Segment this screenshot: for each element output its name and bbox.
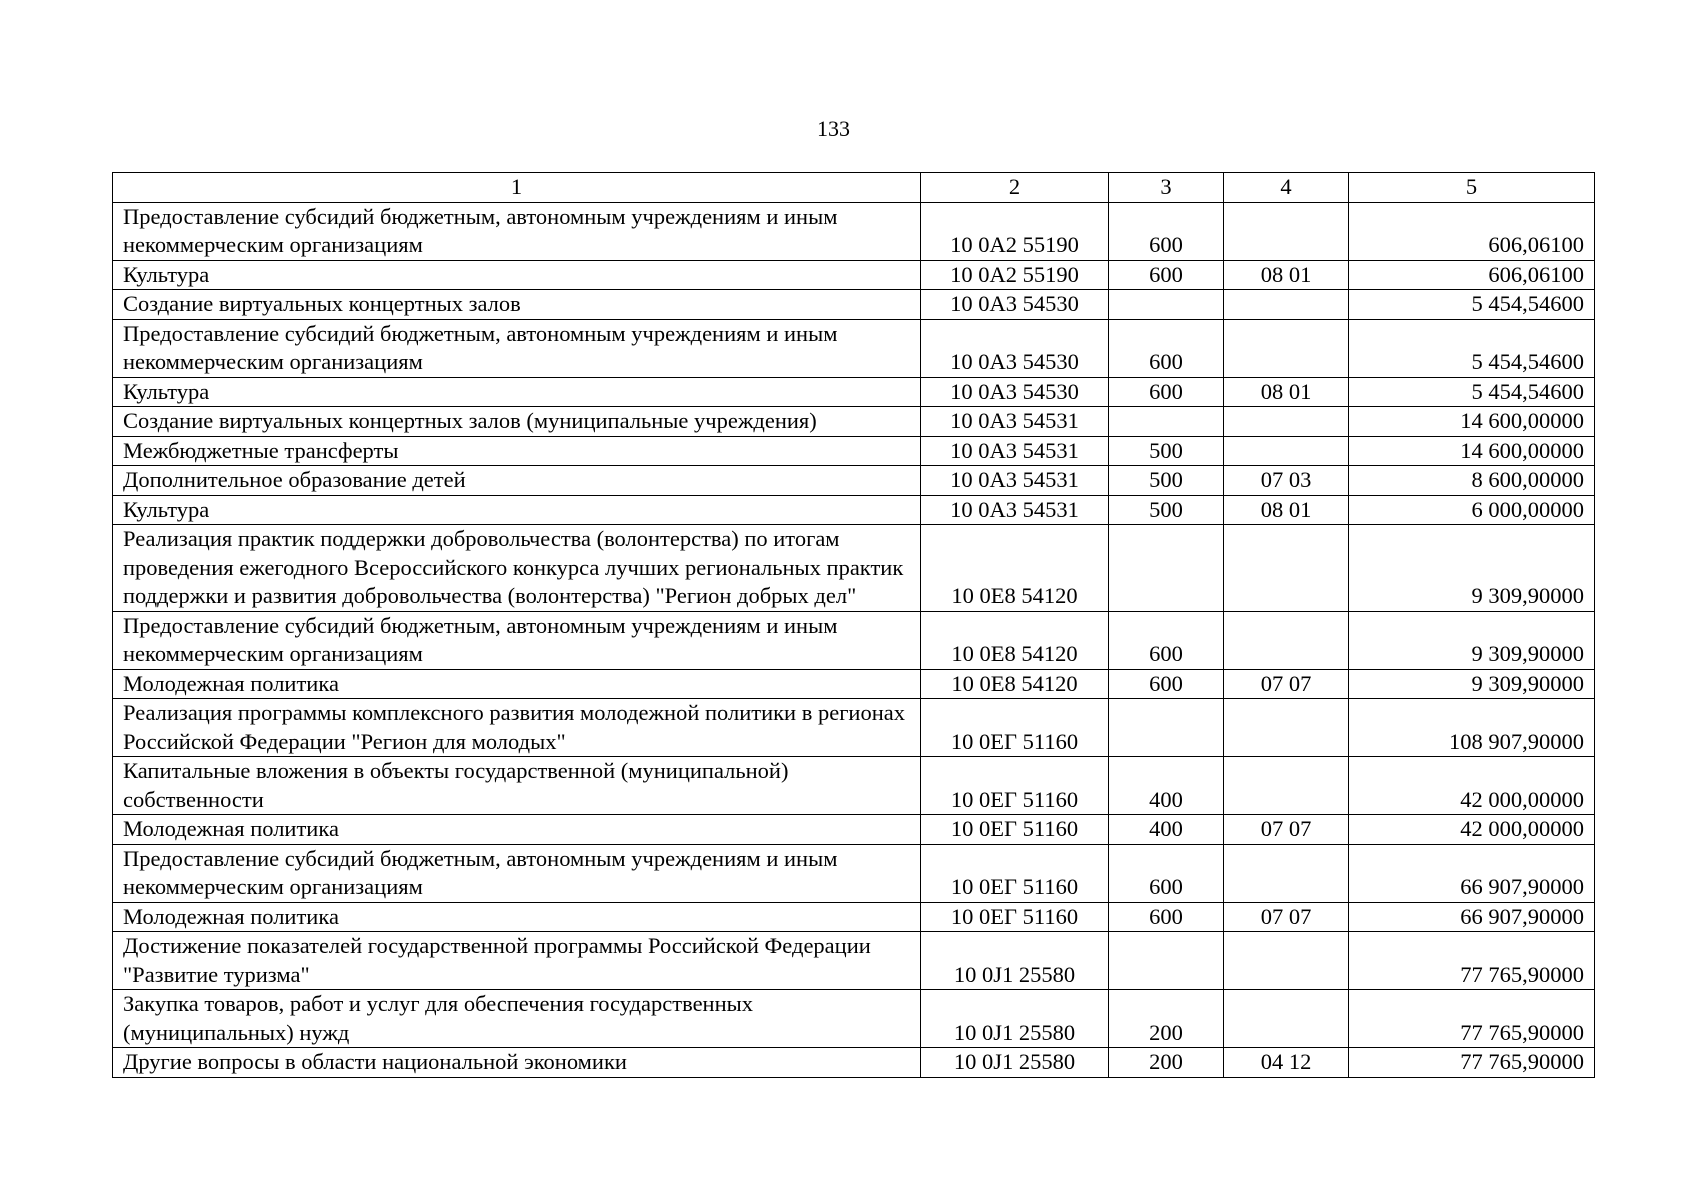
row-name-cell: Культура [113,377,921,407]
row-code-cell: 10 0А3 54531 [921,436,1109,466]
row-section-cell [1224,757,1349,815]
row-amount-cell: 77 765,90000 [1349,932,1595,990]
table-row [113,202,1595,260]
row-section-cell: 04 12 [1224,1048,1349,1078]
table-header-row [113,173,1595,203]
header-cell: 2 [921,173,1109,203]
table-row [113,495,1595,525]
row-group-cell [1109,407,1224,437]
row-section-cell [1224,611,1349,669]
header-cell: 5 [1349,173,1595,203]
row-code-cell: 10 0ЕГ 51160 [921,699,1109,757]
row-code-cell: 10 0А3 54531 [921,466,1109,496]
row-name-cell: Предоставление субсидий бюджетным, автономным учреждениям и иным некоммерческим организациям [113,202,921,260]
row-name-cell: Предоставление субсидий бюджетным, автономным учреждениям и иным некоммерческим организациям [113,611,921,669]
table-row [113,466,1595,496]
row-amount-cell: 14 600,00000 [1349,407,1595,437]
row-code-cell: 10 0ЕГ 51160 [921,815,1109,845]
row-section-cell [1224,699,1349,757]
row-section-cell: 07 07 [1224,815,1349,845]
row-name-cell: Капитальные вложения в объекты государственной (муниципальной) собственности [113,757,921,815]
table-row [113,611,1595,669]
row-amount-cell: 606,06100 [1349,260,1595,290]
row-name-cell: Молодежная политика [113,669,921,699]
row-name-cell: Закупка товаров, работ и услуг для обеспечения государственных (муниципальных) нужд [113,990,921,1048]
row-code-cell: 10 0А2 55190 [921,260,1109,290]
header-cell: 3 [1109,173,1224,203]
table-row [113,260,1595,290]
row-group-cell: 600 [1109,902,1224,932]
row-group-cell [1109,932,1224,990]
row-section-cell [1224,436,1349,466]
table-row [113,902,1595,932]
table-row [113,1048,1595,1078]
row-group-cell: 600 [1109,260,1224,290]
row-amount-cell: 108 907,90000 [1349,699,1595,757]
row-amount-cell: 5 454,54600 [1349,319,1595,377]
row-code-cell: 10 0Е8 54120 [921,669,1109,699]
row-code-cell: 10 0J1 25580 [921,990,1109,1048]
row-amount-cell: 77 765,90000 [1349,1048,1595,1078]
table-row [113,757,1595,815]
table-row [113,436,1595,466]
row-code-cell: 10 0J1 25580 [921,1048,1109,1078]
row-code-cell: 10 0А3 54530 [921,319,1109,377]
row-section-cell [1224,319,1349,377]
row-code-cell: 10 0А3 54531 [921,407,1109,437]
row-name-cell: Молодежная политика [113,815,921,845]
row-group-cell: 200 [1109,1048,1224,1078]
row-section-cell [1224,990,1349,1048]
row-amount-cell: 66 907,90000 [1349,902,1595,932]
row-group-cell: 500 [1109,436,1224,466]
row-name-cell: Реализация программы комплексного развития молодежной политики в регионах Российской Федерации "Регион для молодых" [113,699,921,757]
row-group-cell: 400 [1109,815,1224,845]
row-name-cell: Достижение показателей государственной программы Российской Федерации "Развитие туризма" [113,932,921,990]
table-row [113,990,1595,1048]
row-amount-cell: 42 000,00000 [1349,815,1595,845]
row-amount-cell: 42 000,00000 [1349,757,1595,815]
row-section-cell [1224,407,1349,437]
row-code-cell: 10 0Е8 54120 [921,525,1109,612]
row-group-cell [1109,699,1224,757]
row-group-cell: 600 [1109,202,1224,260]
row-group-cell: 400 [1109,757,1224,815]
row-group-cell: 600 [1109,319,1224,377]
row-section-cell [1224,525,1349,612]
row-code-cell: 10 0А3 54530 [921,290,1109,320]
row-group-cell: 500 [1109,495,1224,525]
row-code-cell: 10 0ЕГ 51160 [921,757,1109,815]
row-section-cell: 07 07 [1224,669,1349,699]
row-amount-cell: 66 907,90000 [1349,844,1595,902]
row-code-cell: 10 0А2 55190 [921,202,1109,260]
row-section-cell: 08 01 [1224,260,1349,290]
row-section-cell: 08 01 [1224,495,1349,525]
row-group-cell [1109,525,1224,612]
row-group-cell: 500 [1109,466,1224,496]
row-code-cell: 10 0J1 25580 [921,932,1109,990]
row-name-cell: Создание виртуальных концертных залов [113,290,921,320]
budget-table [112,172,1595,1078]
row-section-cell: 07 03 [1224,466,1349,496]
row-amount-cell: 9 309,90000 [1349,611,1595,669]
row-name-cell: Дополнительное образование детей [113,466,921,496]
row-section-cell: 08 01 [1224,377,1349,407]
row-name-cell: Предоставление субсидий бюджетным, автономным учреждениям и иным некоммерческим организациям [113,319,921,377]
row-name-cell: Создание виртуальных концертных залов (муниципальные учреждения) [113,407,921,437]
row-group-cell: 600 [1109,611,1224,669]
row-group-cell: 600 [1109,669,1224,699]
table-row [113,377,1595,407]
row-amount-cell: 9 309,90000 [1349,669,1595,699]
table-row [113,319,1595,377]
row-group-cell: 600 [1109,844,1224,902]
table-row [113,844,1595,902]
row-code-cell: 10 0ЕГ 51160 [921,844,1109,902]
page-number: 133 [817,116,850,141]
row-amount-cell: 9 309,90000 [1349,525,1595,612]
row-code-cell: 10 0А3 54530 [921,377,1109,407]
row-section-cell [1224,932,1349,990]
row-name-cell: Межбюджетные трансферты [113,436,921,466]
row-group-cell: 600 [1109,377,1224,407]
row-group-cell [1109,290,1224,320]
row-section-cell [1224,202,1349,260]
row-name-cell: Другие вопросы в области национальной экономики [113,1048,921,1078]
row-amount-cell: 5 454,54600 [1349,290,1595,320]
row-section-cell [1224,290,1349,320]
table-row [113,669,1595,699]
header-cell: 1 [113,173,921,203]
row-amount-cell: 606,06100 [1349,202,1595,260]
row-name-cell: Предоставление субсидий бюджетным, автономным учреждениям и иным некоммерческим организациям [113,844,921,902]
row-name-cell: Культура [113,495,921,525]
table-row [113,525,1595,612]
row-code-cell: 10 0ЕГ 51160 [921,902,1109,932]
table-row [113,815,1595,845]
row-name-cell: Реализация практик поддержки добровольчества (волонтерства) по итогам проведения ежегодного Всероссийского конкурса лучших региональных практик поддержки и развития добровольчества (волонтерства) "Регион добрых дел" [113,525,921,612]
row-section-cell [1224,844,1349,902]
row-amount-cell: 77 765,90000 [1349,990,1595,1048]
row-amount-cell: 5 454,54600 [1349,377,1595,407]
table-row [113,932,1595,990]
row-amount-cell: 8 600,00000 [1349,466,1595,496]
header-cell: 4 [1224,173,1349,203]
row-code-cell: 10 0А3 54531 [921,495,1109,525]
row-amount-cell: 6 000,00000 [1349,495,1595,525]
row-name-cell: Молодежная политика [113,902,921,932]
row-code-cell: 10 0Е8 54120 [921,611,1109,669]
table-row [113,699,1595,757]
row-group-cell: 200 [1109,990,1224,1048]
row-section-cell: 07 07 [1224,902,1349,932]
row-name-cell: Культура [113,260,921,290]
row-amount-cell: 14 600,00000 [1349,436,1595,466]
table-row [113,407,1595,437]
table-row [113,290,1595,320]
